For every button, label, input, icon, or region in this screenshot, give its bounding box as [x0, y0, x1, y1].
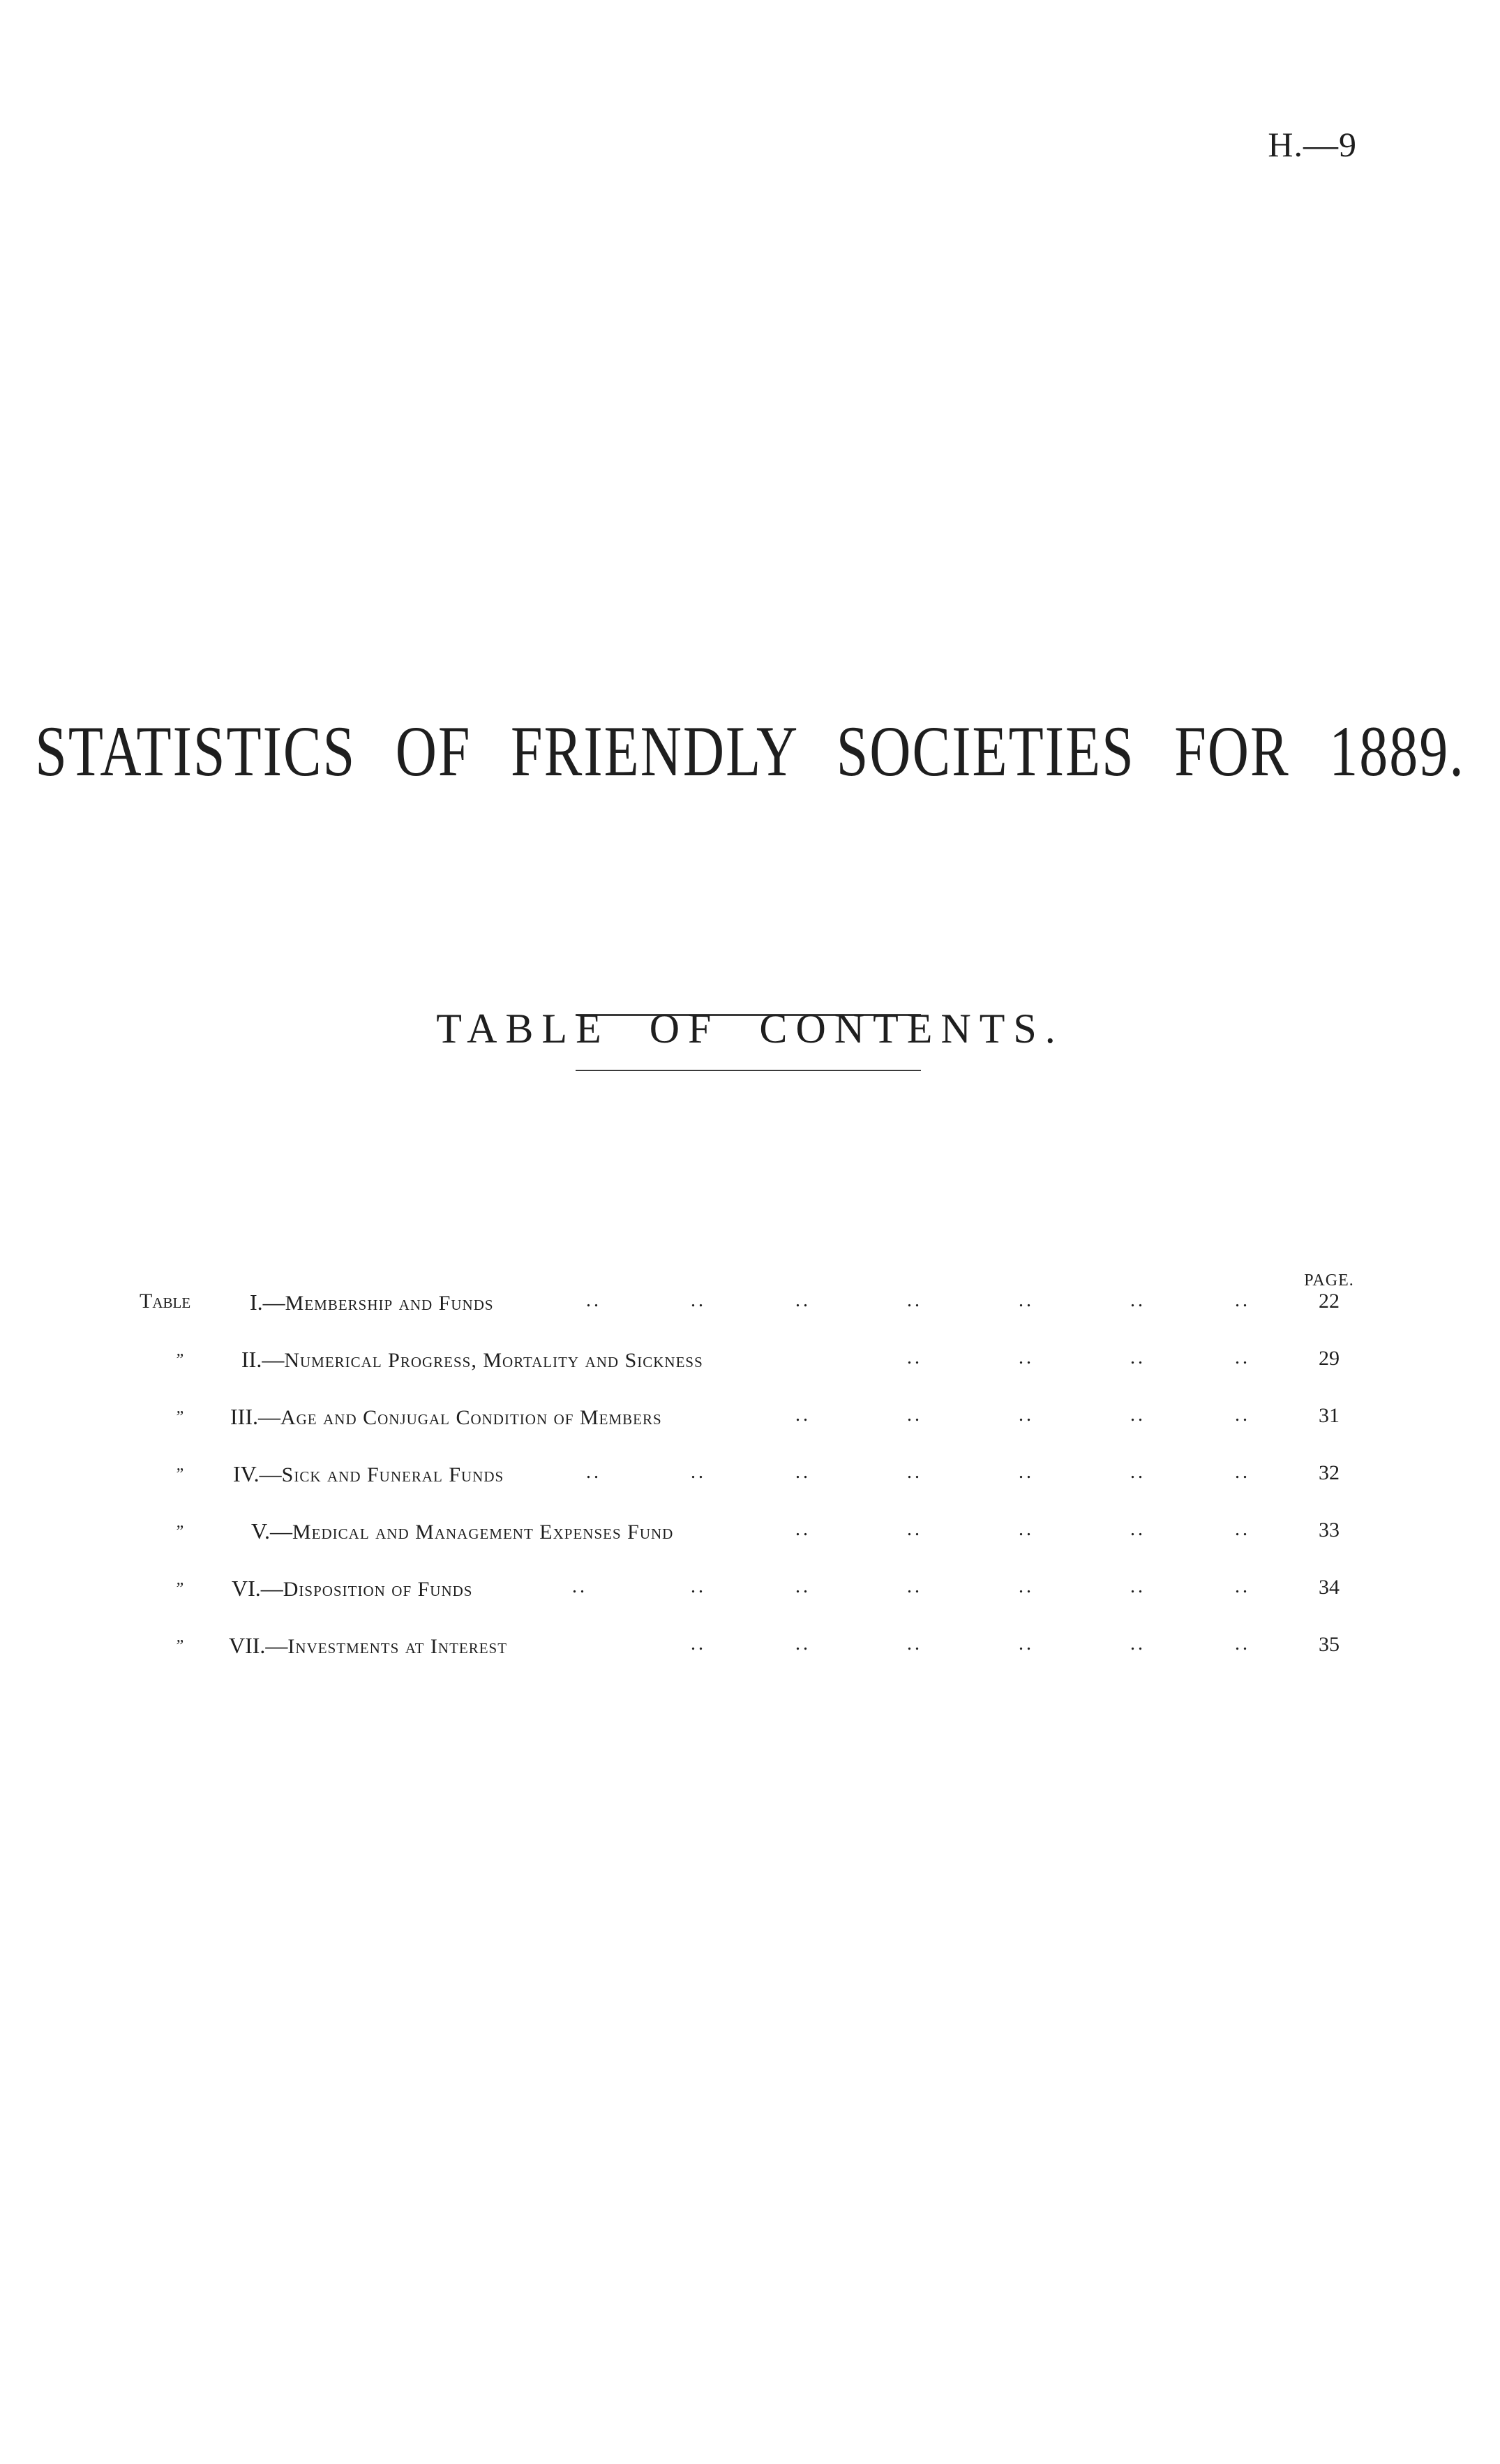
toc-page: 31	[1319, 1404, 1340, 1427]
leader-dots: ..	[795, 1576, 811, 1597]
leader-dots: ..	[1019, 1290, 1034, 1311]
leader-dots: ..	[907, 1633, 922, 1655]
leader-dots: ..	[586, 1461, 601, 1483]
toc-title: Medical and Management Expenses Fund	[292, 1521, 674, 1544]
toc-label	[251, 1518, 673, 1544]
leader-dots: ..	[691, 1290, 706, 1311]
toc-label	[233, 1461, 504, 1487]
leader-dots: ..	[795, 1633, 811, 1655]
toc-row	[0, 1347, 1500, 1389]
toc-row	[0, 1290, 1500, 1331]
toc-page: 22	[1319, 1290, 1340, 1313]
leader-dots: ..	[907, 1518, 922, 1540]
toc-title: Investments at Interest	[287, 1635, 508, 1658]
toc-label	[250, 1290, 494, 1315]
leader-dots: ..	[1019, 1347, 1034, 1368]
toc-prefix: ”	[174, 1408, 184, 1426]
leader-dots: ..	[1019, 1518, 1034, 1540]
toc-row	[0, 1461, 1500, 1503]
leader-dots: ..	[1235, 1633, 1250, 1655]
leader-dots: ..	[1019, 1633, 1034, 1655]
leader-dots: ..	[1235, 1347, 1250, 1368]
toc-prefix: ”	[174, 1523, 184, 1541]
leader-dots: ..	[1130, 1290, 1146, 1311]
leader-dots: ..	[1235, 1518, 1250, 1540]
leader-dots: ..	[1130, 1404, 1146, 1426]
toc-numeral: III.—	[230, 1404, 280, 1429]
leader-dots: ..	[795, 1404, 811, 1426]
toc-row	[0, 1518, 1500, 1560]
toc-numeral: VI.—	[232, 1576, 283, 1601]
leader-dots: ..	[572, 1576, 587, 1597]
toc-label	[241, 1347, 703, 1373]
leader-dots: ..	[1019, 1461, 1034, 1483]
toc-prefix: Table	[140, 1290, 191, 1313]
toc-title: Age and Conjugal Condition of Members	[280, 1406, 662, 1429]
leader-dots: ..	[691, 1633, 706, 1655]
toc-numeral: I.—	[250, 1290, 285, 1315]
toc-page: 35	[1319, 1633, 1340, 1656]
leader-dots: ..	[1235, 1290, 1250, 1311]
leader-dots: ..	[907, 1461, 922, 1483]
document-title: STATISTICS OF FRIENDLY SOCIETIES FOR 1889.	[35, 711, 1465, 791]
page-column-header: PAGE.	[1304, 1271, 1354, 1290]
leader-dots: ..	[691, 1576, 706, 1597]
toc-page: 34	[1319, 1576, 1340, 1599]
toc-prefix: ”	[174, 1580, 184, 1598]
leader-dots: ..	[1130, 1461, 1146, 1483]
toc-title: Sick and Funeral Funds	[281, 1463, 504, 1486]
toc-title: Membership and Funds	[285, 1292, 494, 1315]
leader-dots: ..	[1235, 1576, 1250, 1597]
leader-dots: ..	[907, 1347, 922, 1368]
toc-row	[0, 1576, 1500, 1618]
toc-title: Numerical Progress, Mortality and Sickness	[284, 1349, 703, 1372]
page-reference: H.—9	[1268, 125, 1357, 164]
toc-page: 32	[1319, 1461, 1340, 1484]
toc-prefix: ”	[174, 1465, 184, 1484]
leader-dots: ..	[907, 1404, 922, 1426]
leader-dots: ..	[1130, 1576, 1146, 1597]
toc-label	[229, 1633, 507, 1659]
leader-dots: ..	[907, 1290, 922, 1311]
toc-numeral: IV.—	[233, 1461, 282, 1486]
toc-label	[230, 1404, 662, 1430]
toc-label	[232, 1576, 472, 1601]
contents-rule-bottom	[576, 1070, 921, 1071]
leader-dots: ..	[795, 1461, 811, 1483]
toc-page: 33	[1319, 1518, 1340, 1541]
leader-dots: ..	[1235, 1404, 1250, 1426]
leader-dots: ..	[1019, 1576, 1034, 1597]
toc-numeral: VII.—	[229, 1633, 288, 1658]
toc-row	[0, 1404, 1500, 1446]
toc-numeral: II.—	[241, 1347, 285, 1372]
toc-prefix: ”	[174, 1351, 184, 1369]
leader-dots: ..	[1130, 1518, 1146, 1540]
leader-dots: ..	[1130, 1633, 1146, 1655]
leader-dots: ..	[795, 1518, 811, 1540]
leader-dots: ..	[1019, 1404, 1034, 1426]
toc-numeral: V.—	[251, 1518, 292, 1544]
toc-prefix: ”	[174, 1637, 184, 1655]
leader-dots: ..	[691, 1461, 706, 1483]
leader-dots: ..	[586, 1290, 601, 1311]
toc-row	[0, 1633, 1500, 1675]
leader-dots: ..	[1235, 1461, 1250, 1483]
leader-dots: ..	[795, 1290, 811, 1311]
toc-title: Disposition of Funds	[283, 1578, 473, 1601]
toc-page: 29	[1319, 1347, 1340, 1370]
leader-dots: ..	[1130, 1347, 1146, 1368]
contents-heading: TABLE OF CONTENTS.	[436, 1006, 1064, 1052]
leader-dots: ..	[907, 1576, 922, 1597]
